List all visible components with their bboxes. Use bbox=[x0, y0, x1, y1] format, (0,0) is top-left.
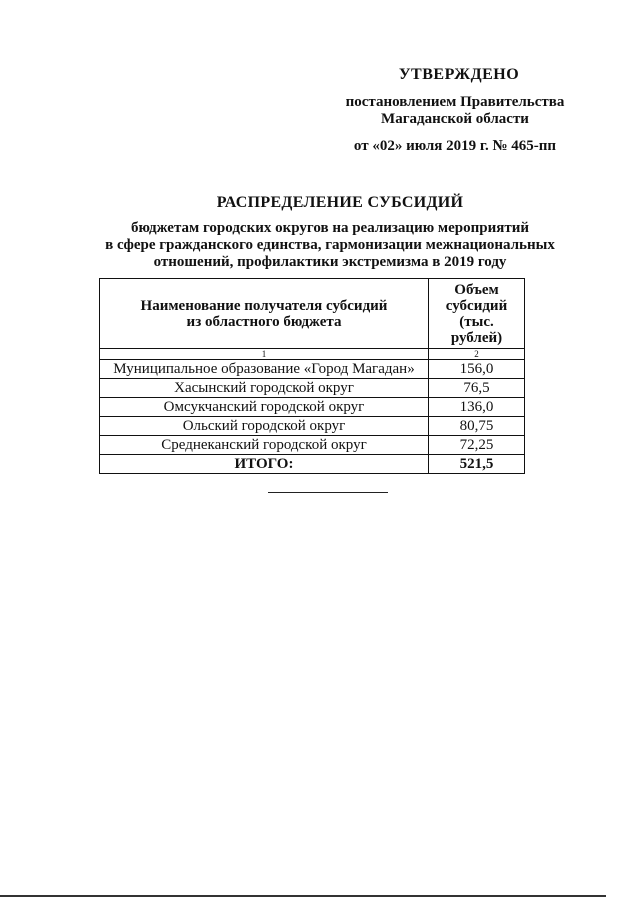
decree-date: от «02» июля 2019 г. № 465-пп bbox=[353, 138, 557, 154]
document-heading bbox=[80, 194, 580, 271]
amount-header-line-1: Объем субсидий bbox=[445, 282, 508, 314]
table-row bbox=[100, 398, 525, 417]
amount-cell: 72,25 bbox=[429, 436, 525, 455]
document-subtitle-line-2: в сфере гражданского единства, гармонизации межнациональных bbox=[105, 237, 555, 253]
column-number-1: 1 bbox=[100, 349, 429, 360]
amount-cell: 76,5 bbox=[429, 379, 525, 398]
amount-cell: 80,75 bbox=[429, 417, 525, 436]
recipient-cell: Среднеканский городской округ bbox=[100, 436, 429, 455]
page-bottom-edge bbox=[0, 895, 606, 897]
table-row bbox=[100, 379, 525, 398]
amount-column-header bbox=[429, 279, 525, 349]
recipient-column-header bbox=[100, 279, 429, 349]
recipient-cell: Муниципальное образование «Город Магадан» bbox=[100, 360, 429, 379]
amount-header-line-2: (тыс. рублей) bbox=[450, 314, 503, 346]
document-subtitle-line-3: отношений, профилактики экстремизма в 2019 году bbox=[153, 254, 507, 270]
table-row bbox=[100, 436, 525, 455]
column-number-2: 2 bbox=[429, 349, 525, 360]
total-label: ИТОГО: bbox=[100, 455, 429, 474]
closing-divider bbox=[268, 492, 388, 493]
total-amount: 521,5 bbox=[429, 455, 525, 474]
subsidies-table bbox=[99, 278, 525, 474]
recipient-cell: Ольский городской округ bbox=[100, 417, 429, 436]
amount-cell: 156,0 bbox=[429, 360, 525, 379]
recipient-cell: Хасынский городской округ bbox=[100, 379, 429, 398]
decree-line-1: постановлением Правительства bbox=[345, 94, 565, 110]
recipient-cell: Омсукчанский городской округ bbox=[100, 398, 429, 417]
approved-title: УТВЕРЖДЕНО bbox=[398, 66, 520, 83]
recipient-header-line-2: из областного бюджета bbox=[186, 314, 342, 330]
approval-stamp bbox=[330, 66, 580, 155]
table-row bbox=[100, 360, 525, 379]
total-row bbox=[100, 455, 525, 474]
table-row bbox=[100, 417, 525, 436]
table-header-row bbox=[100, 279, 525, 349]
amount-cell: 136,0 bbox=[429, 398, 525, 417]
column-number-row bbox=[100, 349, 525, 360]
document-title: РАСПРЕДЕЛЕНИЕ СУБСИДИЙ bbox=[216, 194, 464, 211]
document-subtitle-line-1: бюджетам городских округов на реализацию мероприятий bbox=[130, 220, 530, 236]
recipient-header-line-1: Наименование получателя субсидий bbox=[140, 298, 388, 314]
decree-line-2: Магаданской области bbox=[381, 111, 529, 127]
